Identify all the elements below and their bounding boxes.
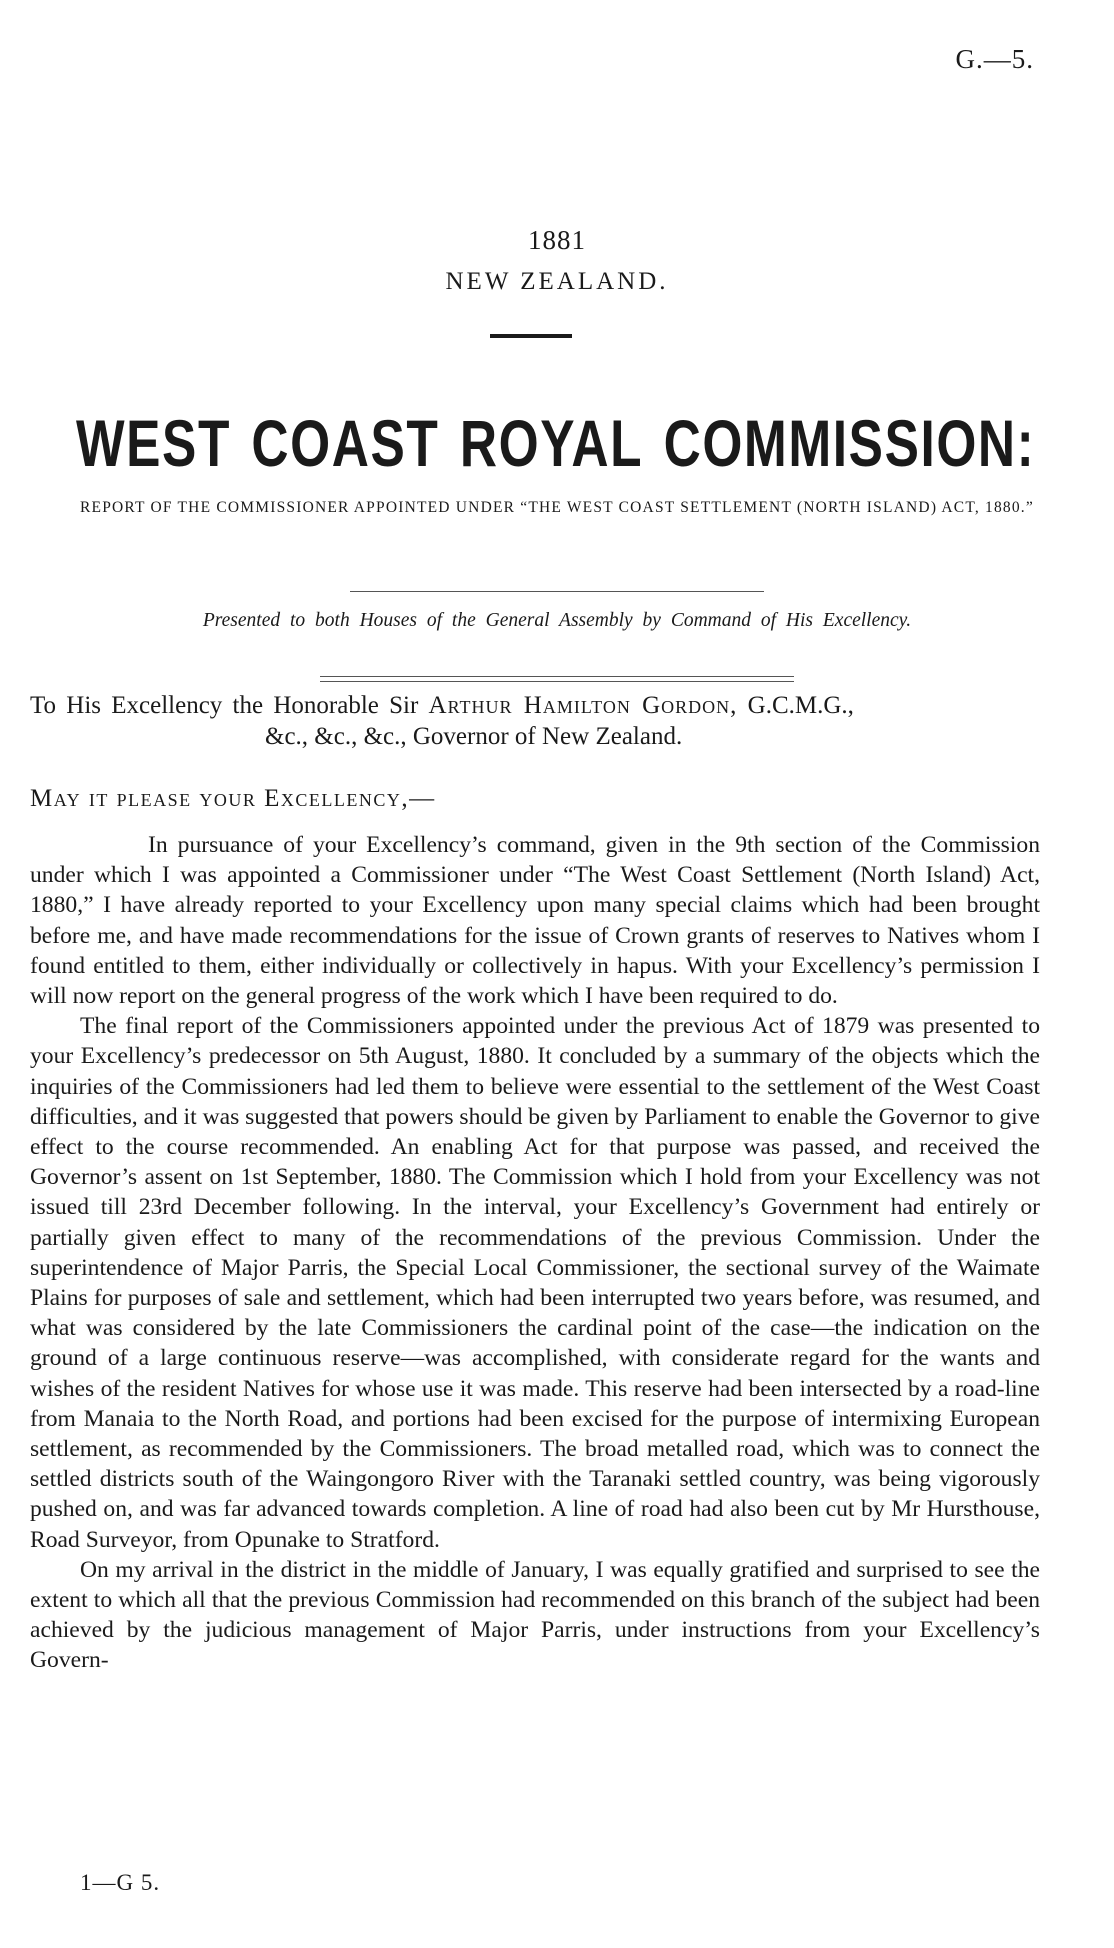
address-block [30, 690, 1040, 752]
signature-mark: 1—G 5. [80, 1870, 161, 1895]
year: 1881 [528, 225, 586, 255]
address-line-1 [30, 690, 1040, 721]
paragraph: In pursuance of your Excellency’s command, given in the 9th section of the Commission under which I was appointed a Commissioner under “The West Coast Settlement (North Island) Act, 1880,” I have already reported to your Excellency upon many special claims which had been brought before me, and have made recommendations for the issue of Crown grants of reserves to Natives whom I found entitled to them, either individually or collectively in hapus. With your Excellency’s permission I will now report on the general progress of the work which I have been required to do. [30, 832, 1040, 1010]
title-word: ROYAL [459, 406, 644, 480]
governor-honours: G.C.M.G., [747, 692, 854, 719]
page-id: G.—5. [955, 44, 1034, 74]
subtitle: REPORT OF THE COMMISSIONER APPOINTED UNDER “THE WEST COAST SETTLEMENT (NORTH ISLAND) ACT, 1880.” [80, 499, 1034, 516]
title-word: WEST [76, 406, 231, 480]
governor-name: Arthur Hamilton Gordon, [428, 692, 738, 719]
title-word: COMMISSION: [663, 406, 1036, 480]
report-body [30, 830, 1040, 1676]
heading-rule [490, 334, 572, 338]
country: NEW ZEALAND. [445, 268, 669, 295]
divider [350, 591, 764, 592]
paragraph: The final report of the Commissioners appointed under the previous Act of 1879 was presented to your Excellency’s predecessor on 5th August, 1880. It concluded by a summary of the objects which the inquiries of the Commissioners had led them to believe were essential to the settlement of the West Coast difficulties, and it was suggested that powers should be given by Parliament to enable the Governor to give effect to the course recommended. An enabling Act for that purpose was passed, and received the Governor’s assent on 1st September, 1880. The Commission which I hold from your Excellency was not issued till 23rd December following. In the interval, your Excellency’s Government had entirely or partially given effect to many of the recommendations of the previous Commission. Under the superintendence of Major Parris, the Special Local Commissioner, the sectional survey of the Waimate Plains for purposes of sale and settlement, which had been interrupted two years before, was resumed, and what was considered by the late Commissioners the cardinal point of the case—the indication on the ground of a large continuous reserve—was accomplished, with considerate regard for the wants and wishes of the resident Natives for whose use it was made. This reserve had been intersected by a road-line from Manaia to the North Road, and portions had been excised for the purpose of intermixing European settlement, as recommended by the Commissioners. The broad metalled road, which was to connect the settled districts south of the Waingongoro River with the Taranaki settled country, was being vigorously pushed on, and was far advanced towards completion. A line of road had also been cut by Mr Hursthouse, Road Surveyor, from Opunake to Stratford. [30, 1013, 1040, 1553]
address-line-2: &c., &c., &c., Governor of New Zealand. [265, 723, 683, 750]
main-title [76, 405, 1035, 481]
salutation: May it please your Excellency,— [30, 785, 436, 812]
presented-line: Presented to both Houses of the General Assembly by Command of His Excellency. [202, 610, 912, 631]
title-word: COAST [251, 406, 440, 480]
paragraph: On my arrival in the district in the middle of January, I was equally gratified and surprised to see the extent to which all that the previous Commission had recommended on this branch of the subject had been achieved by the judicious management of Major Parris, under instructions from your Excellency’s Govern- [30, 1556, 1040, 1674]
double-divider [320, 676, 794, 682]
address-prefix: To His Excellency the Honorable Sir [30, 692, 419, 719]
